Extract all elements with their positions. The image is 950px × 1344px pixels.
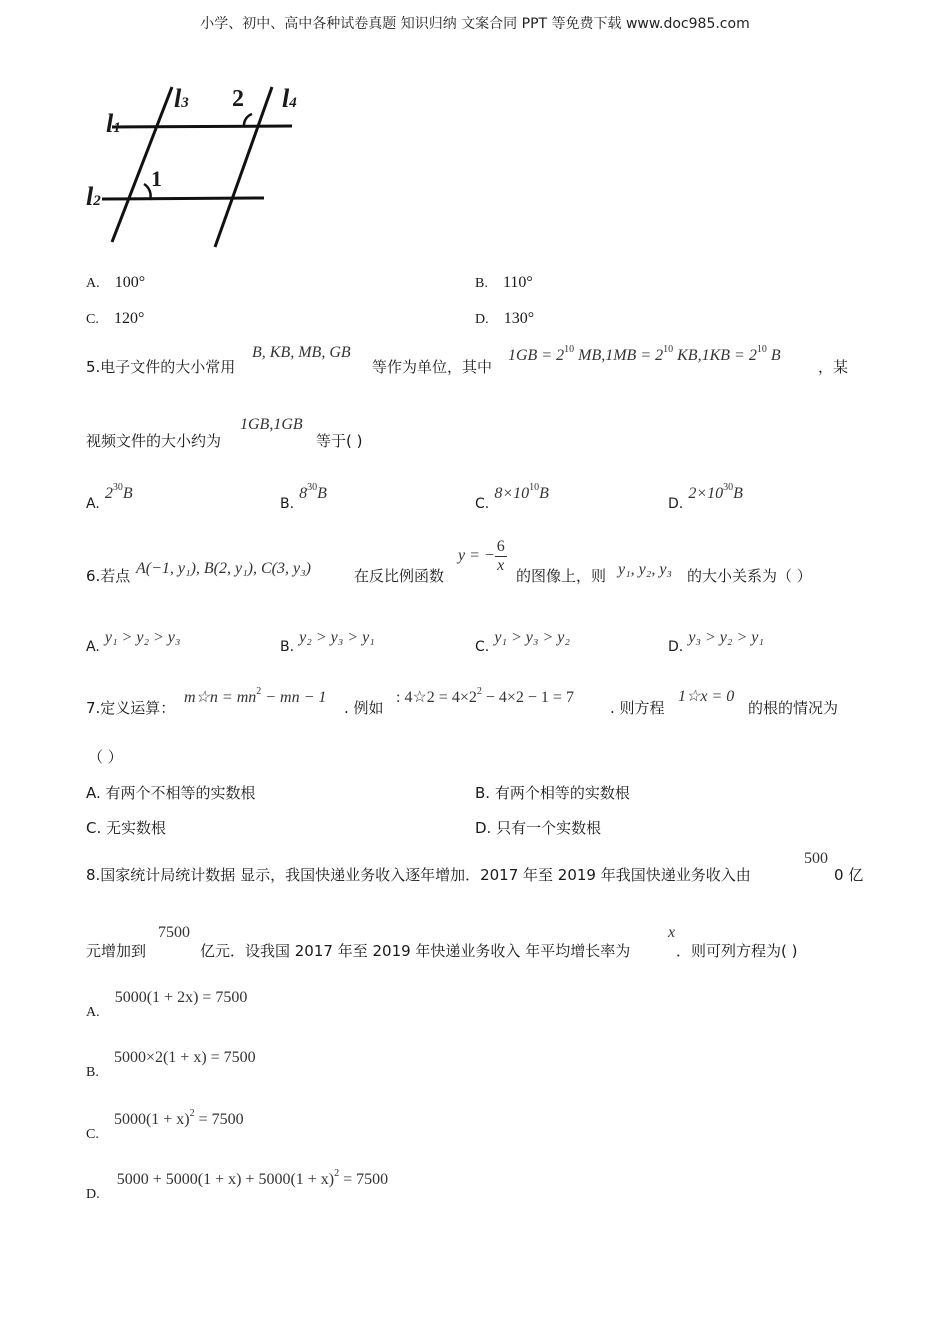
q5-text-suffix: ，某 <box>818 358 849 376</box>
option-value: 130° <box>503 310 535 327</box>
label-l2: l2 <box>86 182 101 211</box>
q4-option-a <box>86 272 145 292</box>
option-letter: D. <box>475 819 492 837</box>
option-value: 无实数根 <box>106 819 167 837</box>
option-value: $2^{30}B$ <box>104 482 133 502</box>
line-l3 <box>112 87 172 242</box>
q5-units: B, KB, MB, GB <box>252 344 351 361</box>
option-value: $8\times 10^{10}B$ <box>494 482 549 502</box>
q8-num-a: 500 <box>804 850 828 867</box>
page-header: 小学、初中、高中各种试卷真题 知识归纳 文案合同 PPT 等免费下载 www.doc985.com <box>200 16 750 32</box>
q8-num-b: 7500 <box>158 924 190 941</box>
option-letter: B. <box>475 784 491 802</box>
option-letter: D. <box>668 496 684 512</box>
line-l1 <box>112 126 292 127</box>
option-letter: C. <box>475 639 490 655</box>
q7-definition: m☆n = $mn^2$ − mn − 1 <box>184 686 327 706</box>
option-letter: A. <box>86 496 100 512</box>
option-value: 5000(1 + 2x) = 7500 <box>114 989 248 1006</box>
q7-option-d <box>475 817 601 838</box>
q8-option-c <box>86 1108 244 1142</box>
q6-option-a <box>86 627 181 655</box>
q4-option-c <box>86 308 144 328</box>
label-l1: l1 <box>106 109 121 138</box>
q8-var-x: x <box>668 924 676 941</box>
q8-option-a <box>86 986 248 1020</box>
q6-vars: y₁, y₂, y₃ <box>618 561 672 578</box>
q5-option-c <box>475 482 549 512</box>
parallel-lines-figure <box>82 82 312 252</box>
option-letter: A. <box>86 639 100 655</box>
q7-option-c <box>86 817 166 838</box>
q8-line2-suffix: ．则可列方程为( ) <box>676 942 798 960</box>
q6-mid: 在反比例函数 <box>354 567 445 585</box>
q8-line2-prefix: 元增加到 <box>86 942 147 960</box>
option-letter: A. <box>86 1005 100 1020</box>
q5-text-mid: 等作为单位，其中 <box>372 358 493 376</box>
q6-points: A(−1, y₁), B(2, y₁), C(3, y₃) <box>136 560 311 577</box>
q6-suffix2: 的大小关系为（ ） <box>687 567 812 585</box>
line-l2 <box>102 198 264 199</box>
q5-text-prefix: 5.电子文件的大小常用 <box>86 358 236 376</box>
q7-option-a <box>86 782 256 803</box>
q7-prefix: 7.定义运算： <box>86 699 176 717</box>
q6-option-c <box>475 627 570 655</box>
option-value: 有两个相等的实数根 <box>494 784 630 802</box>
q7-mid2: . 则方程 <box>610 699 665 717</box>
option-value: 5000×2(1 + x) = 7500 <box>113 1049 256 1066</box>
option-value: y₁ > y₂ > y₃ <box>104 629 181 646</box>
q6-prefix: 6.若点 <box>86 567 131 585</box>
option-letter: C. <box>475 496 490 512</box>
q7-equation: 1☆x = 0 <box>678 688 735 705</box>
option-value: 120° <box>113 310 145 327</box>
q7-example: : 4☆2 = $4\times 2^2 - 4\times 2 - 1 = 7$ <box>396 686 574 706</box>
q5-line2-suffix: 等于( ) <box>316 432 363 450</box>
q7-mid: . 例如 <box>344 699 384 717</box>
option-letter: B. <box>86 1065 99 1080</box>
option-letter: C. <box>86 312 99 327</box>
angle-2-label: 2 <box>232 86 244 112</box>
option-letter: B. <box>280 496 295 512</box>
q5-option-d <box>668 482 743 512</box>
q4-option-d <box>475 308 534 328</box>
option-value: $8^{30}B$ <box>299 482 327 502</box>
q6-function: y = − $\frac{6}{x}$ <box>458 538 505 574</box>
q5-line2-math: 1GB,1GB <box>240 416 303 433</box>
option-value: 有两个不相等的实数根 <box>105 784 256 802</box>
option-letter: D. <box>475 312 489 327</box>
option-value: $5000(1 + x)^2 = 7500$ <box>113 1108 244 1128</box>
option-letter: C. <box>86 819 102 837</box>
q8-option-b <box>86 1046 256 1080</box>
option-letter: D. <box>668 639 684 655</box>
angle-2-arc <box>244 114 252 126</box>
q7-paren: （ ） <box>88 748 123 766</box>
option-value: 只有一个实数根 <box>496 819 602 837</box>
option-value: 100° <box>114 274 146 291</box>
option-letter: D. <box>86 1187 100 1202</box>
option-value: y₁ > y₃ > y₂ <box>494 629 570 646</box>
option-value: y₂ > y₃ > y₁ <box>299 629 375 646</box>
q8-num-a-tail: 0 亿 <box>834 866 864 884</box>
q6-option-d <box>668 627 764 655</box>
q6-option-b <box>280 627 375 655</box>
q4-option-b <box>475 272 533 292</box>
option-letter: B. <box>475 276 488 291</box>
q5-formula: $1GB = 2^{10}$ $MB,1MB = 2^{10}$ $KB,1KB = 2^{10}$ B <box>508 344 781 364</box>
label-l3: l3 <box>174 84 189 113</box>
q5-option-b <box>280 482 327 512</box>
q5-line2-prefix: 视频文件的大小约为 <box>86 432 222 450</box>
label-l4: l4 <box>282 84 297 113</box>
q7-suffix: 的根的情况为 <box>748 699 839 717</box>
q8-line1: 8.国家统计局统计数据 显示，我国快递业务收入逐年增加．2017 年至 2019 年我国快递业务收入由 <box>86 866 751 884</box>
option-value: $2\times 10^{30}B$ <box>688 482 743 502</box>
option-letter: B. <box>280 639 295 655</box>
q8-option-d <box>86 1168 389 1202</box>
q8-line2-mid: 亿元．设我国 2017 年至 2019 年快递业务收入 年平均增长率为 <box>200 942 631 960</box>
q6-suffix1: 的图像上，则 <box>516 567 607 585</box>
option-value: 110° <box>502 274 533 291</box>
option-letter: A. <box>86 276 100 291</box>
q7-option-b <box>475 782 630 803</box>
angle-1-label: 1 <box>151 166 162 191</box>
q5-option-a <box>86 482 133 512</box>
option-letter: A. <box>86 784 101 802</box>
option-value: y₃ > y₂ > y₁ <box>688 629 764 646</box>
option-value: $5000 + 5000(1 + x) + 5000(1 + x)^2 = 7500$ <box>116 1168 389 1188</box>
option-letter: C. <box>86 1127 99 1142</box>
